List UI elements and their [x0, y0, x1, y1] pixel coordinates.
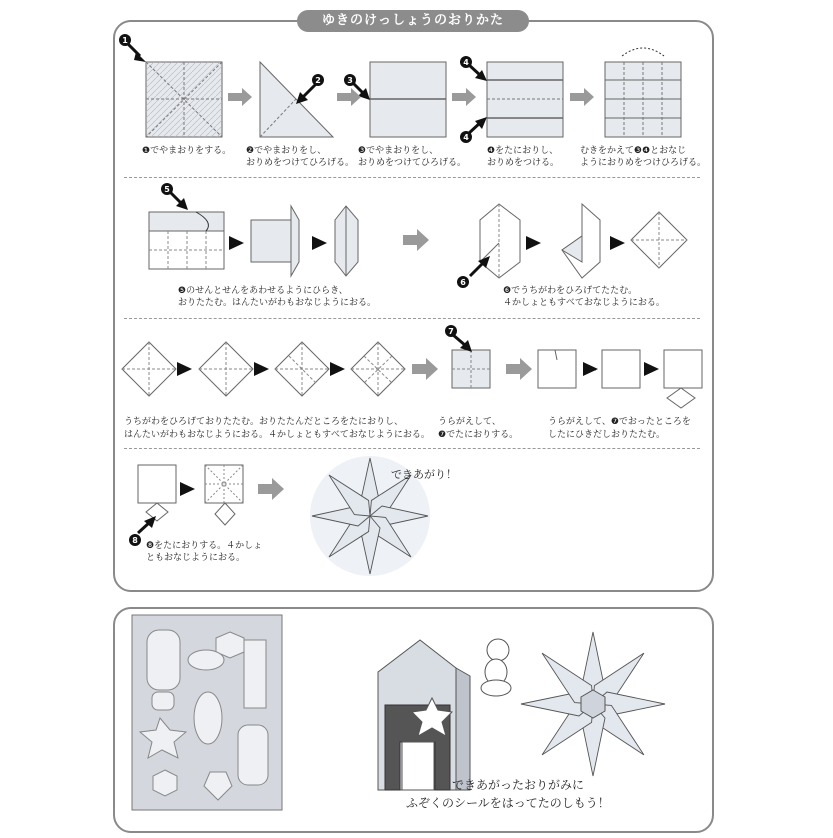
caption-step6-a: ❻でうちがわをひろげてたたむ。	[503, 286, 638, 296]
caption-step3-b: おりめをつけてひろげる。	[358, 158, 467, 168]
caption-step5-a: ❺のせんとせんをあわせるようにひらき、	[178, 286, 348, 296]
sticker-sheet	[132, 615, 282, 810]
badge-2: 2	[315, 76, 321, 85]
caption-step7-b: ❼でたにおりする。	[438, 430, 519, 440]
badge-8: 8	[132, 536, 138, 545]
badge-4a: 4	[463, 58, 469, 67]
bottom-caption-line2: ふぞくのシールをはってたのしもう！	[406, 796, 610, 810]
castle-model	[378, 640, 470, 790]
badge-4b: 4	[463, 133, 469, 142]
caption-step3-a: ❸でやまおりをし、	[358, 146, 439, 156]
caption-step7-a: うらがえして、	[438, 417, 501, 427]
caption-step8-a: ❽をたにおりする。４かしょ	[146, 541, 263, 551]
badge-6: 6	[460, 278, 466, 287]
caption-step5-b: おりたたむ。はんたいがわもおなじようにおる。	[178, 298, 377, 308]
caption-row3-b: はんたいがわもおなじようにおる。４かしょともすべておなじようにおる。	[124, 430, 430, 440]
step8-diagram	[138, 465, 176, 503]
caption-step6-b: ４かしょともすべておなじようにおる。	[503, 298, 665, 308]
caption-step1: ❶でやまおりをする。	[142, 146, 232, 156]
badge-3: 3	[347, 76, 353, 85]
caption-step4-b: おりめをつける。	[487, 158, 560, 168]
step1-diagram	[146, 62, 222, 137]
step5-diagram	[149, 212, 224, 269]
caption-row3-a: うちがわをひろげておりたたむ。おりたたんだところをたにおりし、	[124, 417, 404, 427]
caption-step2-b: おりめをつけてひろげる。	[246, 158, 355, 168]
caption-row3d-b: したにひきだしおりたたむ。	[548, 430, 666, 440]
caption-row3d-a: うらがえして、❼でおったところを	[548, 417, 691, 427]
snowflake-model	[521, 632, 665, 776]
caption-step8-b: ともおなじようにおる。	[146, 553, 246, 563]
badge-5: 5	[164, 185, 170, 194]
badge-1: 1	[122, 36, 128, 45]
bottom-caption-line1: できあがったおりがみに	[452, 778, 585, 792]
badge-7: 7	[448, 327, 454, 336]
olaf-sticker	[481, 639, 511, 696]
caption-step4-a: ❹をたにおりし、	[487, 146, 559, 156]
caption-step2-a: ❷でやまおりをし、	[246, 146, 327, 156]
page-title: ゆきのけっしょうのおりかた	[297, 10, 529, 32]
caption-step4c-b: ようにおりめをつけひろげる。	[580, 158, 707, 168]
done-label: できあがり！	[391, 468, 457, 481]
caption-step4c-a: むきをかえて❸❹とおなじ	[580, 146, 687, 156]
